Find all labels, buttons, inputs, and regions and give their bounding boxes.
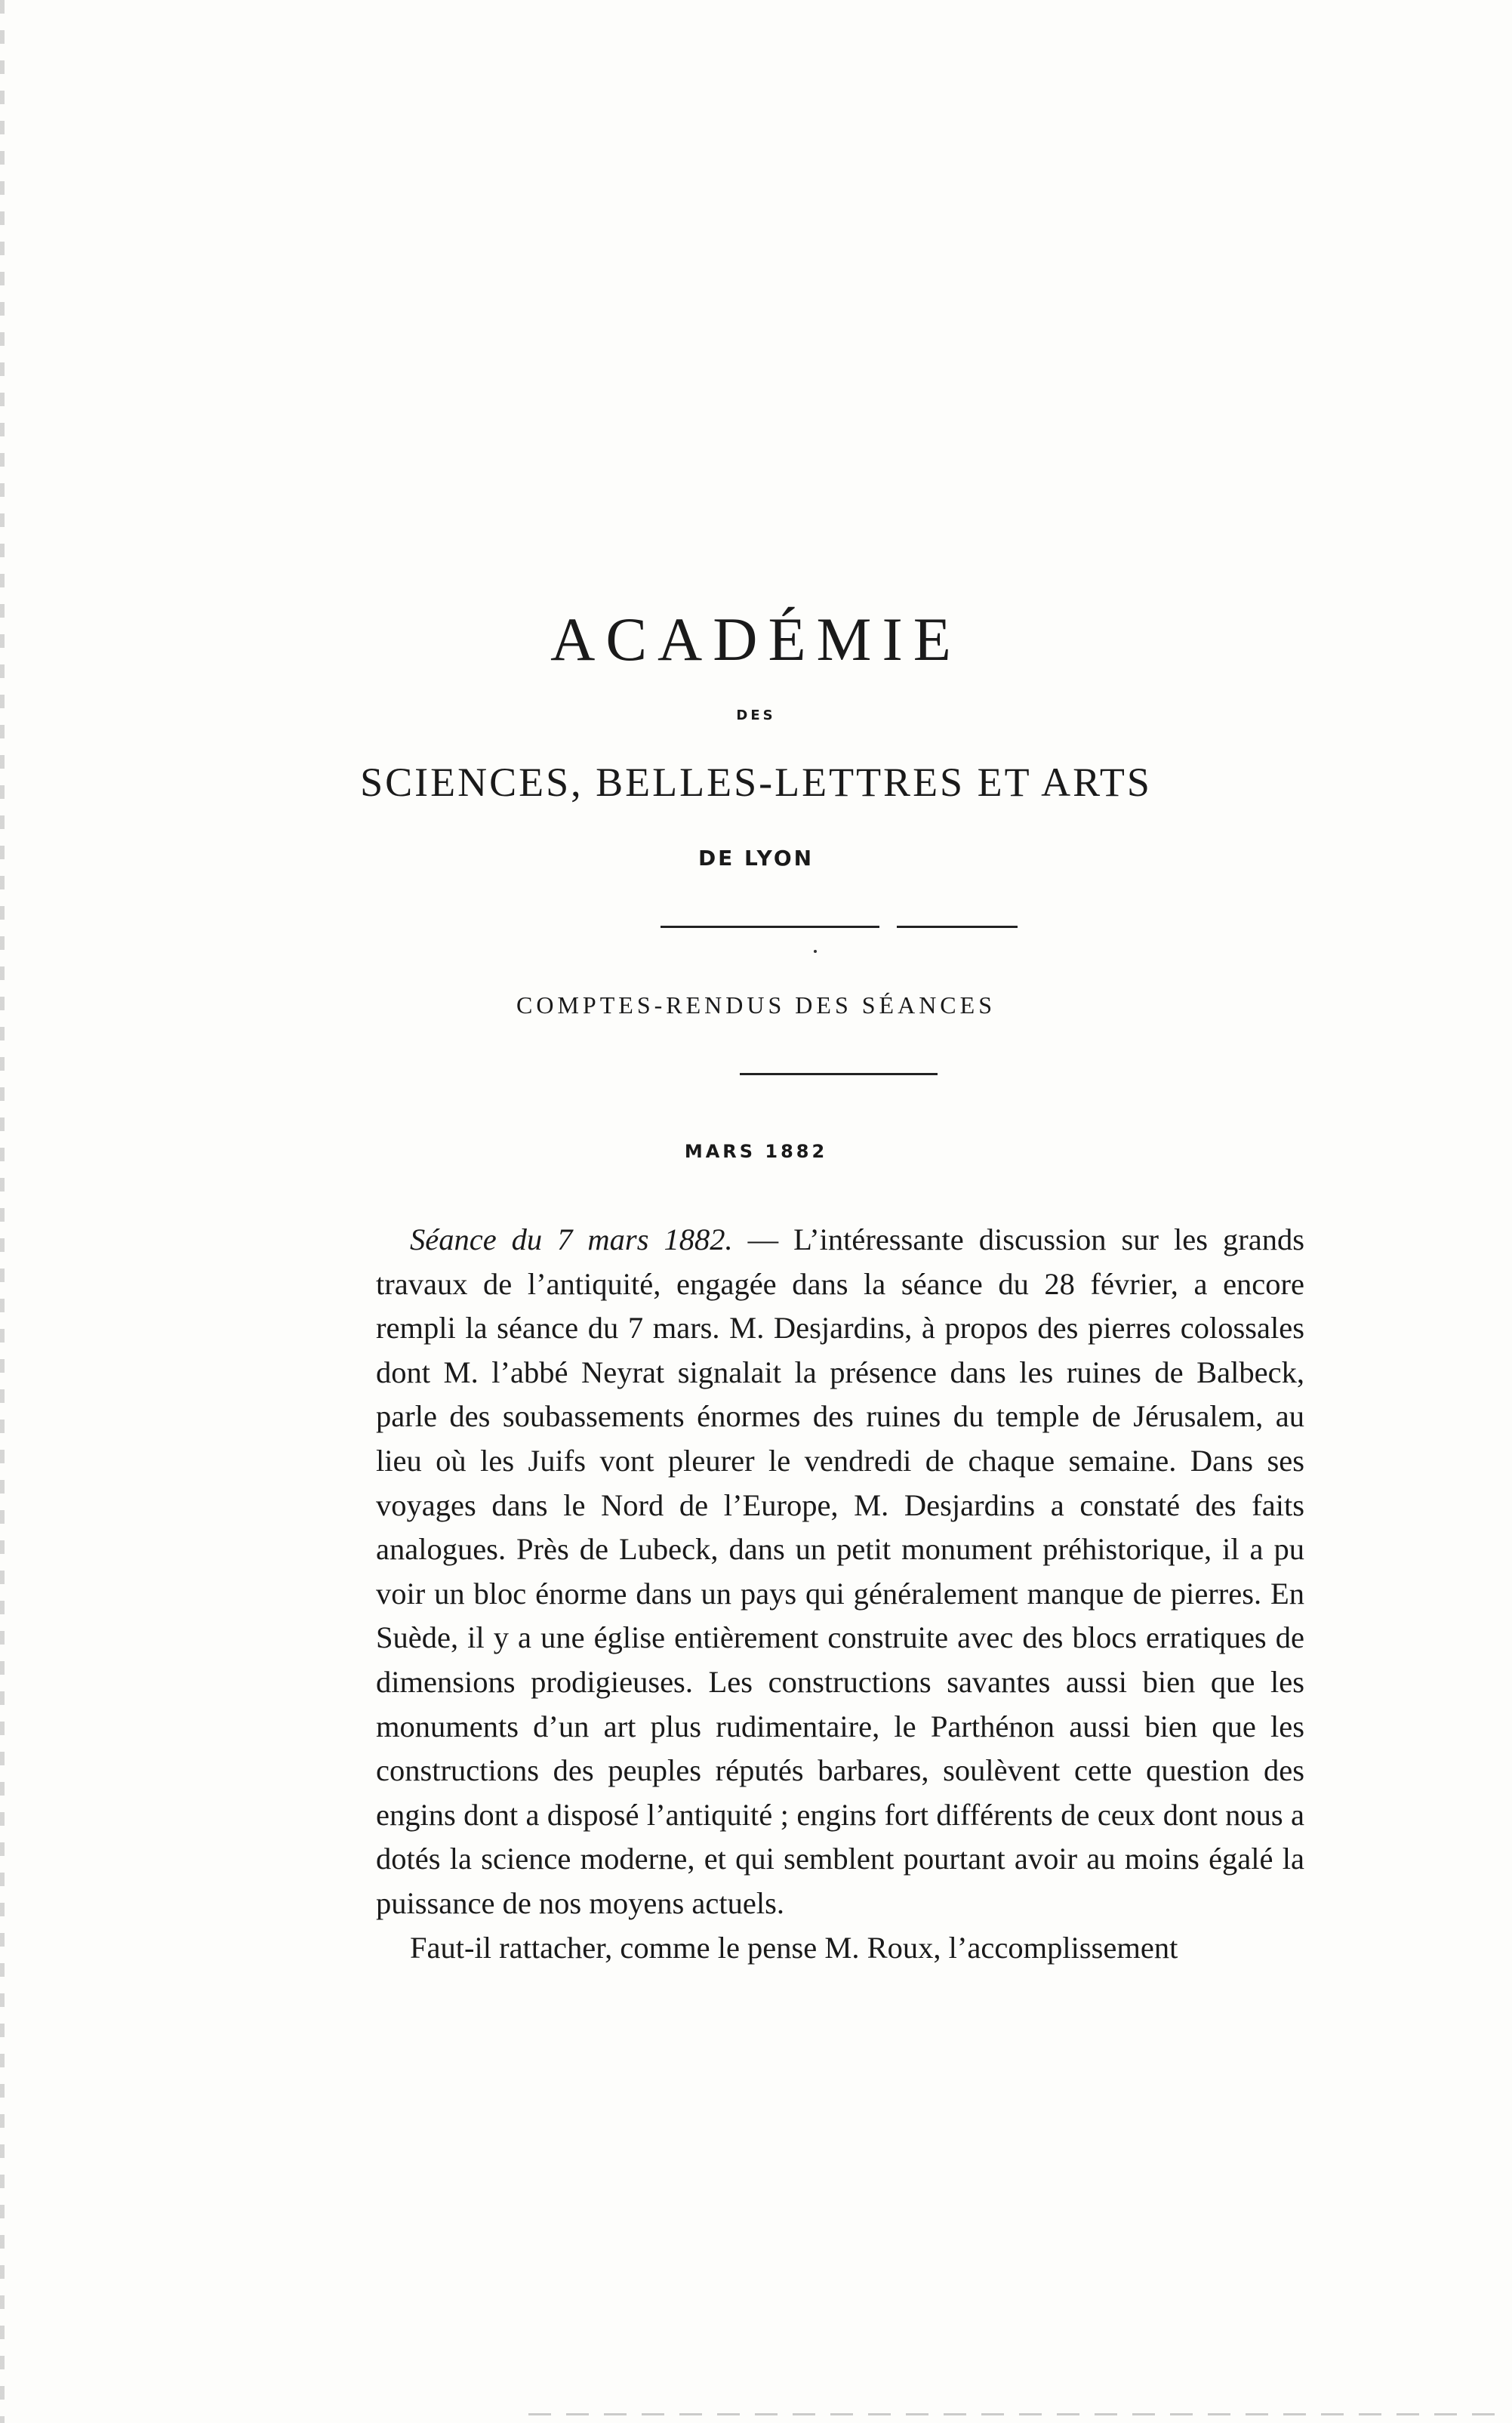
city-line: DE LYON [697, 846, 815, 871]
section-rule [740, 1073, 938, 1075]
body-text [376, 1218, 1304, 1970]
page-title: ACADÉMIE [550, 605, 962, 674]
month-heading: MARS 1882 [684, 1141, 828, 1162]
scan-left-edge [0, 0, 5, 2423]
scan-bottom-edge [528, 2413, 1510, 2415]
page-subtitle: SCIENCES, BELLES-LETTRES ET ARTS [360, 760, 1152, 805]
paragraph-2: Faut-il rattacher, comme le pense M. Roux, l’accomplissement [410, 1930, 1178, 1965]
divider-dot [814, 950, 817, 953]
section-heading: COMPTES-RENDUS DES SÉANCES [516, 991, 996, 1019]
divider-rule-left [661, 926, 879, 928]
paragraph-1-text: — L’intéressante discussion sur les grands travaux de l’antiquité, engagée dans la séance du 28 février, a encore rempli la séance du 7 mars. M. Desjardins, à propos des pierres colossales dont M. l’abbé Neyrat signalait la présence dans les ruines de Balbeck, parle des soubassements énormes des ruines du temple de Jérusalem, au lieu où les Juifs vont pleurer le vendredi de chaque semaine. Dans ses voyages dans le Nord de l’Europe, M. Desjardins a constaté des faits analogues. Près de Lubeck, dans un petit monument préhistorique, il a pu voir un bloc énorme dans un pays qui généralement manque de pierres. En Suède, il y a une église entièrement construite avec des blocs erratiques de dimensions prodigieuses. Les constructions savantes aussi bien que les monuments d’un art plus rudimentaire, le Parthénon aussi bien que les constructions des peuples réputés barbares, soulèvent cette question des engins dont a disposé l’antiquité ; engins fort différents de ceux dont nous a dotés la science moderne, et qui semblent pourtant avoir au moins égalé la puissance de nos moyens actuels. [376, 1222, 1305, 1920]
paragraph-1 [376, 1218, 1304, 1926]
session-lead: Séance du 7 mars 1882. [410, 1222, 733, 1256]
divider-rule-right [897, 926, 1018, 928]
title-connector: DES [736, 707, 776, 723]
